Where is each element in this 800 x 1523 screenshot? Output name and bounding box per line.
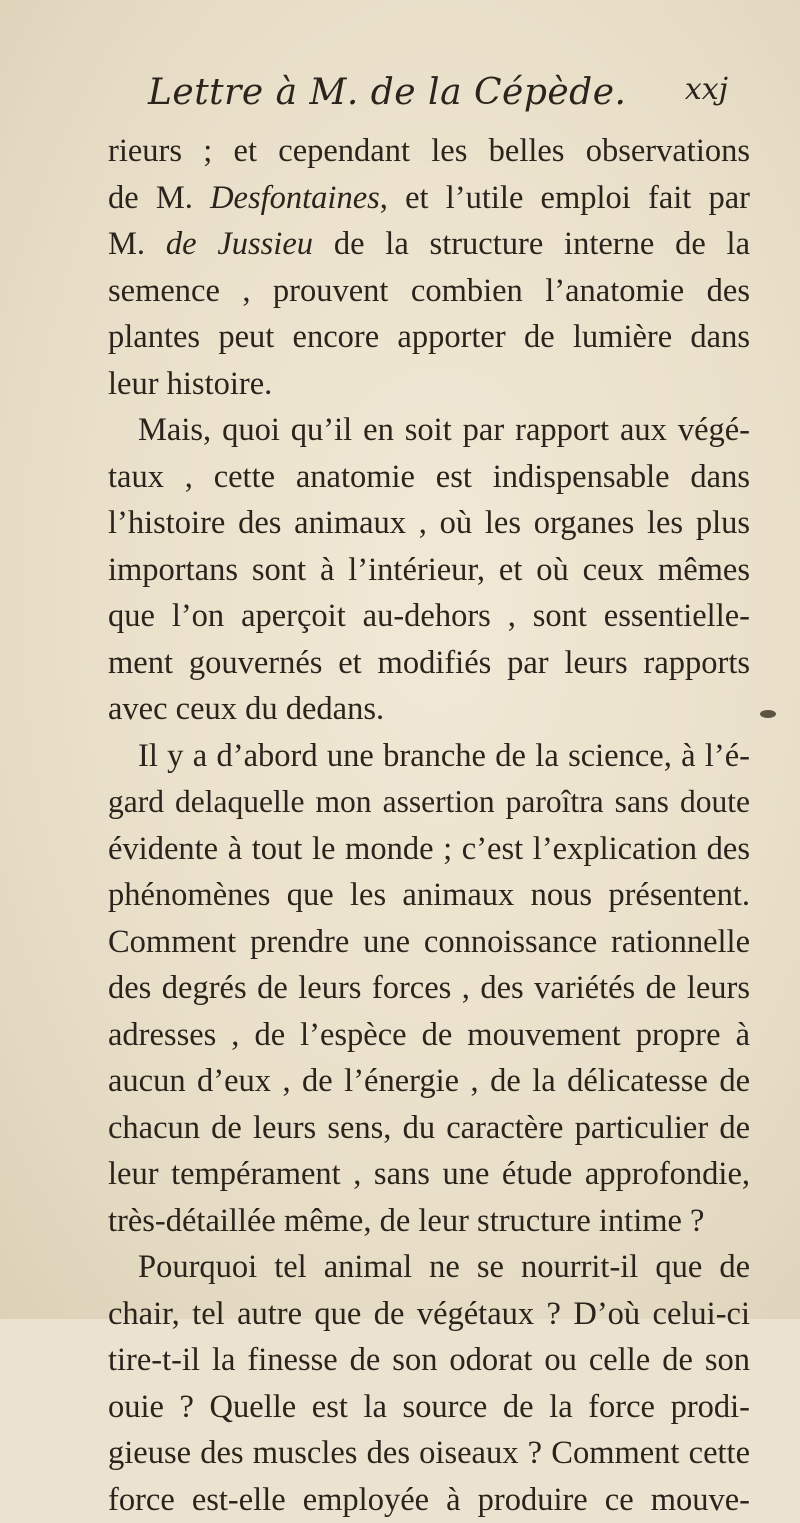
text-line: leur histoire. [108, 361, 750, 408]
text-line: M. de Jussieu de la structure interne de la [108, 221, 750, 268]
text-line: que l’on aperçoit au-dehors , sont essentielle- [108, 593, 750, 640]
text-line: aucun d’eux , de l’énergie , de la délicatesse de [108, 1058, 750, 1105]
running-title: Lettre à M. de la Cépède. [148, 72, 626, 113]
text-line: plantes peut encore apporter de lumière dans [108, 314, 750, 361]
text-line: ouie ? Quelle est la source de la force prodi- [108, 1384, 750, 1431]
text-line: phénomènes que les animaux nous présentent. [108, 872, 750, 919]
text-line: évidente à tout le monde ; c’est l’explication des [108, 826, 750, 873]
text-line: l’histoire des animaux , où les organes les plus [108, 500, 750, 547]
text-line: taux , cette anatomie est indispensable dans [108, 454, 750, 501]
text-line: leur tempérament , sans une étude approfondie, [108, 1151, 750, 1198]
paragraph-start: Il y a d’abord une branche de la science, à l’é- [108, 733, 750, 780]
page-header [148, 72, 728, 122]
text-line: Comment prendre une connoissance rationnelle [108, 919, 750, 966]
text-line: importans sont à l’intérieur, et où ceux mêmes [108, 547, 750, 594]
text-line: chair, tel autre que de végétaux ? D’où celui-ci [108, 1291, 750, 1338]
text-line: tire-t-il la finesse de son odorat ou celle de son [108, 1337, 750, 1384]
text-line: très-détaillée même, de leur structure intime ? [108, 1198, 750, 1245]
text-line: force est-elle employée à produire ce mouve- [108, 1477, 750, 1523]
text-line: de M. Desfontaines, et l’utile emploi fait par [108, 175, 750, 222]
text-line: des degrés de leurs forces , des variétés de leurs [108, 965, 750, 1012]
paragraph-start: Mais, quoi qu’il en soit par rapport aux végé- [108, 407, 750, 454]
text-line: avec ceux du dedans. [108, 686, 750, 733]
text-line: gieuse des muscles des oiseaux ? Comment cette [108, 1430, 750, 1477]
body-text [108, 128, 750, 1523]
text-line: semence , prouvent combien l’anatomie des [108, 268, 750, 315]
ink-smudge [760, 710, 776, 718]
text-line: gard delaquelle mon assertion paroîtra sans doute [108, 779, 750, 826]
text-line: chacun de leurs sens, du caractère particulier de [108, 1105, 750, 1152]
text-line: rieurs ; et cependant les belles observations [108, 128, 750, 175]
text-line: ment gouvernés et modifiés par leurs rapports [108, 640, 750, 687]
text-line: adresses , de l’espèce de mouvement propre à [108, 1012, 750, 1059]
paragraph-start: Pourquoi tel animal ne se nourrit-il que de [108, 1244, 750, 1291]
page-number: xxj [685, 72, 728, 107]
